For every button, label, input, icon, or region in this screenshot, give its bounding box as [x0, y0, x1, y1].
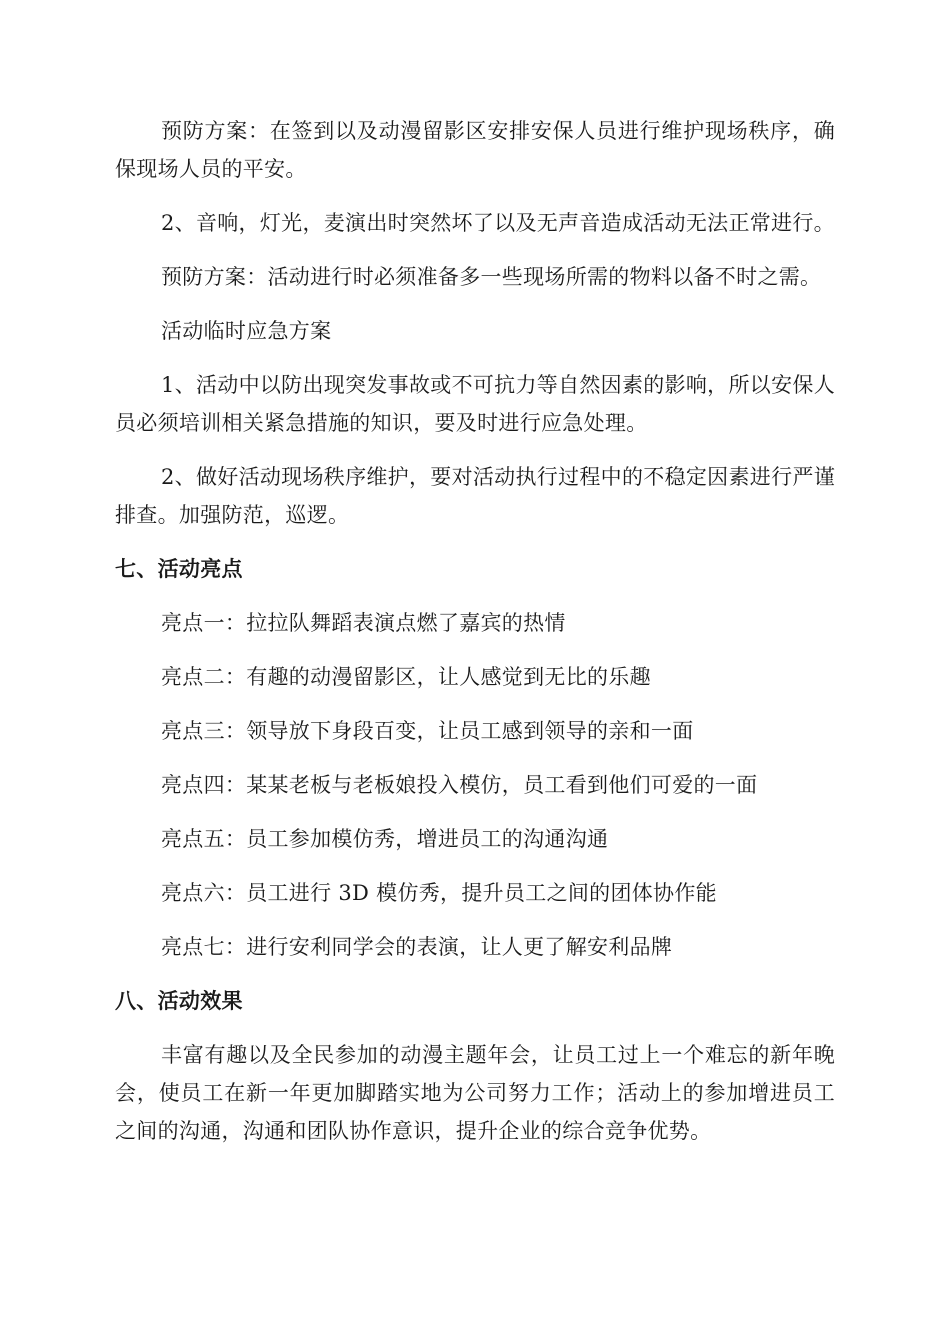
highlight-item-3: 亮点三：领导放下身段百变，让员工感到领导的亲和一面: [161, 719, 694, 743]
paragraph-risk-2: 2、音响，灯光，麦演出时突然坏了以及无声音造成活动无法正常进行。: [161, 211, 835, 235]
paragraph-prevention-2: 预防方案：活动进行时必须准备多一些现场所需的物料以备不时之需。: [161, 265, 822, 289]
document-body: [115, 112, 835, 1166]
highlight-item-5: 亮点五：员工参加模仿秀，增进员工的沟通沟通: [161, 827, 609, 851]
paragraph-emergency-1: 1、活动中以防出现突发事故或不可抗力等自然因素的影响，所以安保人员必须培训相关紧急措施的知识，要及时进行应急处理。: [115, 373, 835, 435]
highlight-item-6: 亮点六：员工进行 3D 模仿秀，提升员工之间的团体协作能: [161, 881, 717, 905]
paragraph-effect: 丰富有趣以及全民参加的动漫主题年会，让员工过上一个难忘的新年晚会，使员工在新一年更加脚踏实地为公司努力工作；活动上的参加增进员工之间的沟通，沟通和团队协作意识，提升企业的综合竞争优势。: [115, 1043, 835, 1143]
section-heading-highlights: 七、活动亮点: [115, 556, 243, 581]
highlight-item-4: 亮点四：某某老板与老板娘投入模仿，员工看到他们可爱的一面: [161, 773, 758, 797]
section-heading-effect: 八、活动效果: [115, 988, 243, 1013]
highlight-item-1: 亮点一：拉拉队舞蹈表演点燃了嘉宾的热情: [161, 611, 566, 635]
highlight-item-7: 亮点七：进行安利同学会的表演，让人更了解安利品牌: [161, 935, 673, 959]
paragraph-emergency-title: 活动临时应急方案: [161, 319, 332, 343]
highlight-item-2: 亮点二：有趣的动漫留影区，让人感觉到无比的乐趣: [161, 665, 651, 689]
paragraph-emergency-2: 2、做好活动现场秩序维护，要对活动执行过程中的不稳定因素进行严谨排查。加强防范，巡逻。: [115, 465, 835, 527]
paragraph-prevention-1: 预防方案：在签到以及动漫留影区安排安保人员进行维护现场秩序，确保现场人员的平安。: [115, 119, 835, 181]
